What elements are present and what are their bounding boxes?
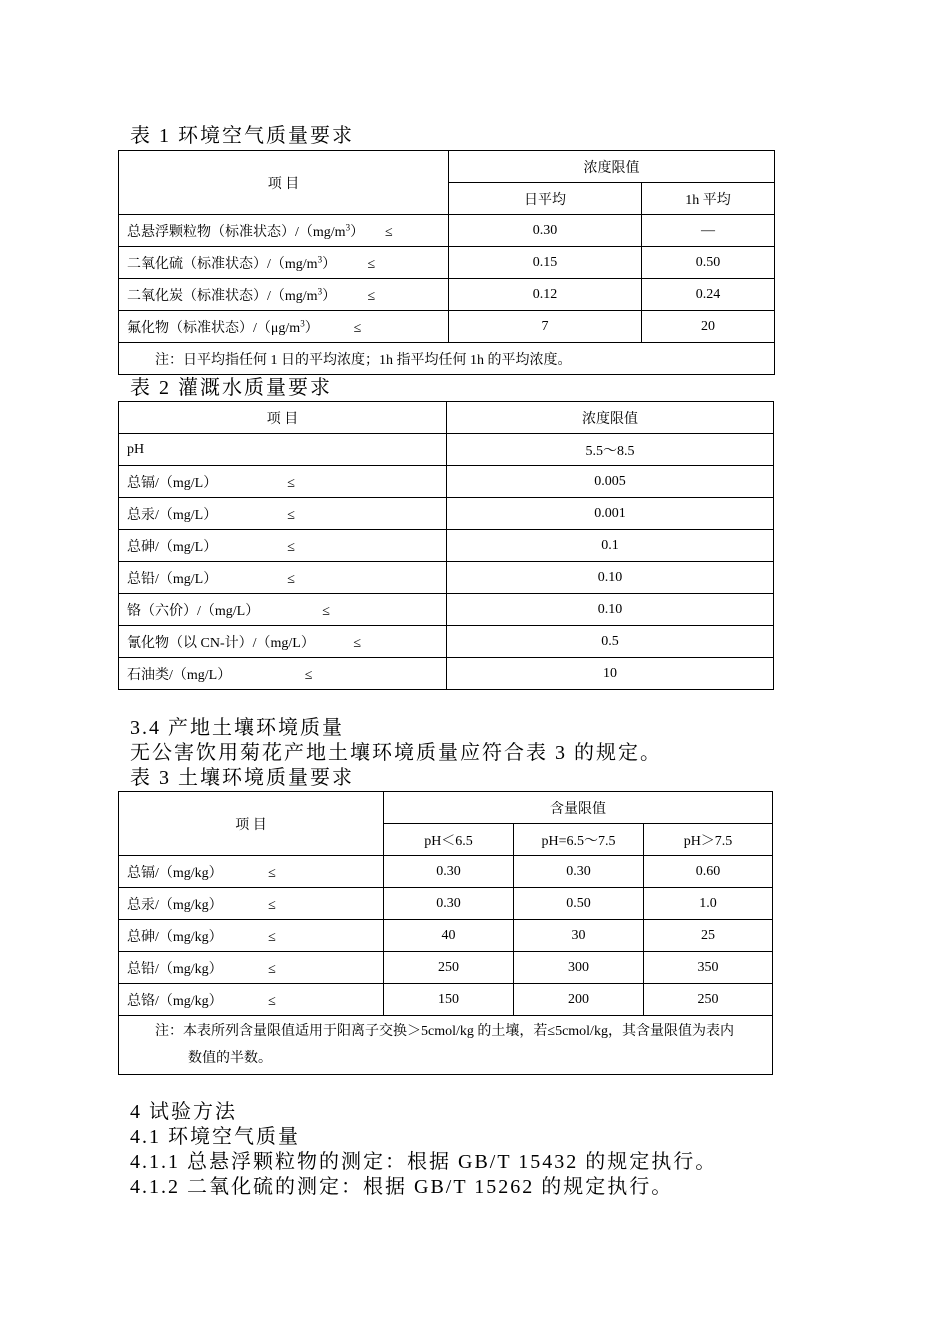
table2-caption: 表 2 灌溉水质量要求 — [130, 377, 332, 399]
limit-value: 0.1 — [447, 530, 774, 562]
pollutant-name: 铬（六价）/（mg/L） ≤ — [119, 594, 447, 626]
table-row — [119, 279, 775, 311]
concentration-header: 浓度限值 — [447, 402, 774, 434]
pollutant-name: pH — [119, 434, 447, 466]
pollutant-name: 二氧化炭（标准状态）$/(mg/m^3)$ ≤ — [119, 279, 449, 311]
limit-value: 300 — [514, 952, 644, 984]
table-note: 注：日平均指任何 1 日的平均浓度；1h 指平均任何 1h 的平均浓度。 — [119, 343, 775, 375]
limit-value: 25 — [644, 920, 773, 952]
ph-mid-header: pH=6.5～7.5 — [514, 824, 644, 856]
table-row — [119, 856, 773, 888]
table-row — [119, 952, 773, 984]
section-4-1-heading: 4.1 环境空气质量 — [130, 1126, 300, 1148]
table-row — [119, 594, 774, 626]
item-header: 项 目 — [119, 402, 447, 434]
soil-quality-table — [118, 791, 773, 1075]
item-header: 项 目 — [119, 792, 384, 856]
table-row — [119, 247, 775, 279]
limit-value: 250 — [384, 952, 514, 984]
table-row — [119, 984, 773, 1016]
section-4-1-1-text: 4.1.1 总悬浮颗粒物的测定：根据 GB/T 15432 的规定执行。 — [130, 1151, 718, 1173]
metal-name: 总铅/（mg/kg） ≤ — [119, 952, 384, 984]
air-quality-table — [118, 150, 775, 375]
limit-value: 0.30 — [384, 856, 514, 888]
pollutant-name: 总铅/（mg/L） ≤ — [119, 562, 447, 594]
limit-value: 0.005 — [447, 466, 774, 498]
limit-value: 250 — [644, 984, 773, 1016]
table-row — [119, 434, 774, 466]
pollutant-name: 石油类/（mg/L） ≤ — [119, 658, 447, 690]
ph-low-header: pH＜6.5 — [384, 824, 514, 856]
limit-value: 150 — [384, 984, 514, 1016]
daily-value: 7 — [449, 311, 642, 343]
table-row — [119, 920, 773, 952]
daily-value: 0.15 — [449, 247, 642, 279]
table-row — [119, 498, 774, 530]
metal-name: 总镉/（mg/kg） ≤ — [119, 856, 384, 888]
limit-value: 200 — [514, 984, 644, 1016]
ph-high-header: pH＞7.5 — [644, 824, 773, 856]
limit-value: 40 — [384, 920, 514, 952]
section-3-4-heading: 3.4 产地土壤环境质量 — [130, 717, 344, 739]
pollutant-name: 氟化物（标准状态）$/(\mu g/m^3)$ ≤ — [119, 311, 449, 343]
hourly-average-header: 1h 平均 — [642, 183, 775, 215]
limit-value: 10 — [447, 658, 774, 690]
daily-value: 0.30 — [449, 215, 642, 247]
hourly-value: 20 — [642, 311, 775, 343]
pollutant-name: 氰化物（以 CN-计）/（mg/L） ≤ — [119, 626, 447, 658]
table3-caption: 表 3 土壤环境质量要求 — [130, 767, 354, 789]
hourly-value: 0.24 — [642, 279, 775, 311]
pollutant-name: 总汞/（mg/L） ≤ — [119, 498, 447, 530]
pollutant-name: 总悬浮颗粒物（标准状态）$/(mg/m^3)$ ≤ — [119, 215, 449, 247]
limit-value: 5.5～8.5 — [447, 434, 774, 466]
limit-value: 0.60 — [644, 856, 773, 888]
limit-value: 30 — [514, 920, 644, 952]
limit-value: 0.50 — [514, 888, 644, 920]
irrigation-water-table — [118, 401, 774, 690]
hourly-value: 0.50 — [642, 247, 775, 279]
table-note — [119, 1016, 773, 1075]
metal-name: 总砷/（mg/kg） ≤ — [119, 920, 384, 952]
table-row — [119, 888, 773, 920]
item-header: 项 目 — [119, 151, 449, 215]
metal-name: 总汞/（mg/kg） ≤ — [119, 888, 384, 920]
pollutant-name: 二氧化硫（标准状态）$/(mg/m^3)$ ≤ — [119, 247, 449, 279]
hourly-value: — — [642, 215, 775, 247]
content-limit-header: 含量限值 — [384, 792, 773, 824]
table-row — [119, 215, 775, 247]
concentration-header: 浓度限值 — [449, 151, 775, 183]
pollutant-name: 总镉/（mg/L） ≤ — [119, 466, 447, 498]
note-line-1: 注：本表所列含量限值适用于阳离子交换＞5cmol/kg 的土壤，若≤5cmol/kg，其含量限值为表内 — [155, 1024, 734, 1039]
limit-value: 0.30 — [514, 856, 644, 888]
table-row — [119, 530, 774, 562]
table1-caption: 表 1 环境空气质量要求 — [130, 125, 354, 147]
table-row — [119, 626, 774, 658]
limit-value: 0.5 — [447, 626, 774, 658]
section-4-1-2-text: 4.1.2 二氧化硫的测定：根据 GB/T 15262 的规定执行。 — [130, 1176, 674, 1198]
section-4-heading: 4 试验方法 — [130, 1101, 237, 1123]
limit-value: 0.10 — [447, 562, 774, 594]
table-row — [119, 562, 774, 594]
section-3-4-text: 无公害饮用菊花产地土壤环境质量应符合表 3 的规定。 — [130, 742, 662, 764]
limit-value: 350 — [644, 952, 773, 984]
limit-value: 0.10 — [447, 594, 774, 626]
table-row — [119, 311, 775, 343]
pollutant-name: 总砷/（mg/L） ≤ — [119, 530, 447, 562]
note-line-2: 数值的半数。 — [188, 1051, 272, 1066]
daily-value: 0.12 — [449, 279, 642, 311]
metal-name: 总铬/（mg/kg） ≤ — [119, 984, 384, 1016]
table-row — [119, 466, 774, 498]
table-row — [119, 658, 774, 690]
limit-value: 1.0 — [644, 888, 773, 920]
limit-value: 0.30 — [384, 888, 514, 920]
daily-average-header: 日平均 — [449, 183, 642, 215]
limit-value: 0.001 — [447, 498, 774, 530]
